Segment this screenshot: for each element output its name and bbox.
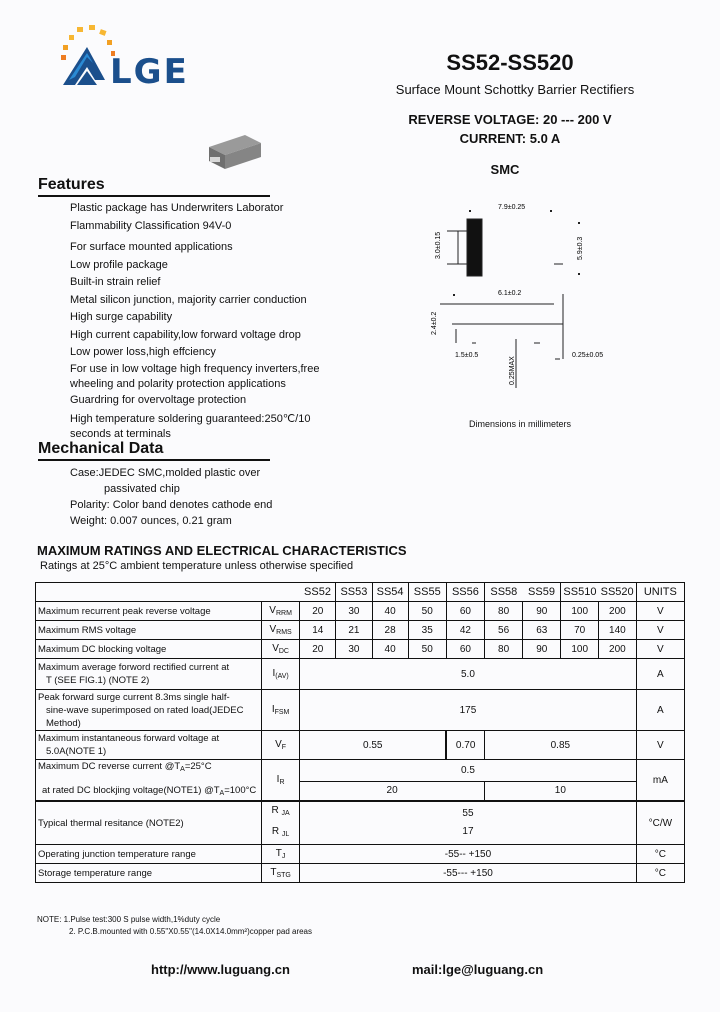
table-row: Typical thermal resitance (NOTE2) R $_{JA}$ R $_{JL}$ 55 17 °C/W (36, 801, 685, 845)
dim-max: 0.25MAX (509, 356, 516, 385)
package-label: SMC (490, 162, 520, 177)
feature-item: High temperature soldering guaranteed:250℃/10 (70, 413, 311, 425)
feature-item: High current capability,low forward voltage drop (70, 328, 301, 341)
dim-band: 3.0±0.15 (435, 231, 442, 259)
mechanical-item: Weight: 0.007 ounces, 0.21 gram (70, 515, 232, 527)
feature-item: Guardring for overvoltage protection (70, 393, 247, 406)
reverse-voltage: REVERSE VOLTAGE: 20 --- 200 V (408, 112, 612, 127)
feature-item: Plastic package has Underwriters Laborator (70, 202, 284, 214)
col-header: SS53 (336, 583, 372, 602)
units-header: UNITS (636, 583, 684, 602)
features-list (70, 200, 319, 442)
dim-thickness: 0.25±0.05 (572, 352, 604, 359)
mechanical-item: Polarity: Color band denotes cathode end (70, 499, 273, 511)
feature-item: Low power loss,high effciency (70, 346, 216, 358)
dim-lead: 1.5±0.5 (455, 352, 479, 359)
website-link[interactable]: http://www.luguang.cn (151, 962, 290, 977)
col-header: SS510 (561, 583, 599, 602)
table-notes (37, 914, 312, 938)
feature-item: Metal silicon junction, majority carrier conduction (70, 293, 307, 306)
table-row: Maximum DC reverse current $@T_A=25^\circ C$ at rated DC blockjing voltage(NOTE1) $@T_A=100^\circ C$ $I_R$ 0.5 mA (36, 760, 685, 782)
feature-item: seconds at terminals (70, 428, 171, 440)
feature-item: For use in low voltage high frequency inverters,free (70, 362, 320, 375)
col-header: SS56 (446, 583, 484, 602)
part-range-title: SS52-SS520 (446, 50, 574, 75)
table-row: 20 10 (36, 781, 685, 801)
col-header: SS59 (523, 583, 561, 602)
col-header: SS58 (485, 583, 523, 602)
table-row: Maximum RMS voltage $V_{RMS}$ 14 21 28 35 42 56 63 70 140 V (36, 621, 685, 640)
drawing-caption: Dimensions in millimeters (468, 419, 572, 429)
feature-item: Flammability Classification 94V-0 (70, 219, 232, 232)
email-link[interactable]: mail:lge@luguang.cn (412, 962, 544, 977)
feature-item: For surface mounted applications (70, 241, 233, 253)
table-row: Maximum DC blocking voltage $V_{DC}$ 20 30 40 50 60 80 90 100 200 V (36, 640, 685, 659)
mechanical-heading: Mechanical Data (38, 440, 270, 461)
col-header: SS54 (372, 583, 408, 602)
col-header: SS55 (408, 583, 446, 602)
smc-package-image (205, 133, 265, 169)
table-row: Peak forward surge current 8.3ms single half- sine-wave superimposed on rated load(JEDEC Method) $I_{FSM}$ 175 A (36, 690, 685, 731)
table-row: Storage temperature range $T_{STG}$ -55--- +150 °C (36, 864, 685, 883)
dim-height: 2.4±0.2 (431, 311, 438, 335)
table-row: Operating junction temperature range $T_J$ -55-- +150 °C (36, 845, 685, 864)
ratings-table (35, 582, 685, 883)
feature-item: Low profile package (70, 258, 168, 271)
feature-item: High surge capability (70, 311, 173, 323)
col-header: SS520 (599, 583, 637, 602)
part-description: Surface Mount Schottky Barrier Rectifiers (395, 82, 635, 97)
table-row: Maximum recurrent peak reverse voltage $V_{RRM}$ 20 30 40 50 60 80 90 100 200 V (36, 602, 685, 621)
mechanical-item: passivated chip (104, 483, 180, 495)
mechanical-list (70, 465, 272, 529)
feature-item: wheeling and polarity protection applications (70, 377, 286, 390)
lge-logo-icon (55, 25, 115, 90)
note-2: 2. P.C.B.mounted with 0.55"X0.55"(14.0X14.0mm²)copper pad areas (69, 927, 313, 936)
features-heading: Features (38, 176, 270, 197)
dim-length: 7.9±0.25 (498, 204, 526, 211)
brand-name: LGE (110, 52, 189, 92)
feature-item: Built-in strain relief (70, 276, 161, 288)
table-header-row (36, 583, 685, 602)
dimension-drawing (420, 195, 620, 425)
col-header: SS52 (300, 583, 336, 602)
dim-width: 5.9±0.3 (577, 236, 584, 260)
ratings-subtitle: Ratings at 25°C ambient temperature unless otherwise specified (40, 560, 354, 572)
ratings-summary (380, 110, 640, 148)
current-rating: CURRENT: 5.0 A (459, 131, 561, 146)
mechanical-item: Case:JEDEC SMC,molded plastic over (70, 467, 261, 479)
ratings-heading: MAXIMUM RATINGS AND ELECTRICAL CHARACTERISTICS (37, 543, 407, 558)
table-row: Maximum instantaneous forward voltage at 5.0A(NOTE 1) $V_F$ 0.55 0.70 0.85 V (36, 731, 685, 760)
table-row: Maximum average forword rectified current at T (SEE FIG.1) (NOTE 2) $I_{(AV)}$ 5.0 A (36, 659, 685, 690)
note-1: NOTE: 1.Pulse test:300 S pulse width,1%duty cycle (37, 915, 221, 924)
dim-body: 6.1±0.2 (498, 290, 522, 297)
